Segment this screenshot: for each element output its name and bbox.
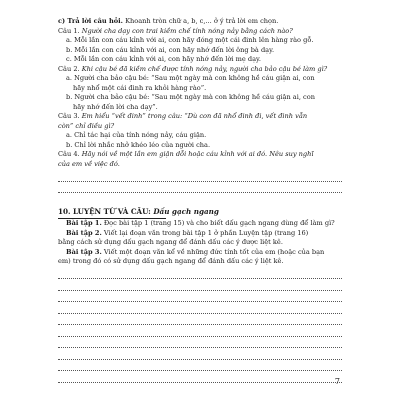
exercise-1-label: Bài tập 1. [66, 219, 102, 227]
answer-line[interactable] [58, 270, 342, 280]
section-10-heading [58, 206, 342, 219]
answer-line[interactable] [58, 304, 342, 314]
part-c-heading [58, 17, 342, 27]
exercise-3-text-line-1: Viết một đoạn văn kể về những đức tính tốt của em (hoặc của bạn [101, 247, 325, 256]
exercise-2-text-line-1: Viết lại đoạn văn trong bài tập 1 ở phần Luyện tập (trang 16) [101, 228, 309, 237]
answer-line[interactable] [58, 281, 342, 291]
question-2 [58, 65, 342, 75]
answer-line[interactable] [58, 327, 342, 337]
exercise-2-label: Bài tập 2. [66, 228, 102, 237]
question-3-text-line-2: còn” chỉ điều gì? [58, 121, 115, 130]
part-c-title: c) Trả lời câu hỏi. [58, 17, 123, 25]
answer-line[interactable] [58, 172, 342, 182]
question-1-option-b[interactable]: b. Mỗi lần con cáu kỉnh với ai, con hãy nhớ đến lời ông bà dạy. [66, 45, 275, 54]
question-2-option-b-line-1: b. Người cha bảo cậu bé: “Sau một ngày mà con không hề cáu giận ai, con [66, 93, 315, 101]
section-10-number: 10. [58, 207, 74, 216]
question-3 [58, 112, 342, 122]
question-1-option-c[interactable]: c. Mỗi lần con cáu kỉnh với ai, con hãy nhớ đến lời mẹ dạy. [66, 55, 261, 63]
exercise-2-text-line-2: bằng cách sử dụng dấu gạch ngang để đánh dấu các ý được liệt kê. [58, 238, 283, 246]
section-10-title-prefix: LUYỆN TỪ VÀ CÂU: [73, 207, 154, 216]
exercise-3-label: Bài tập 3. [66, 247, 102, 256]
answer-line[interactable] [58, 316, 342, 326]
question-4 [58, 150, 342, 160]
question-1 [58, 27, 342, 37]
question-1-option-a[interactable]: a. Mỗi lần con cáu kỉnh với ai, con hãy đóng một cái đinh lên hàng rào gỗ. [66, 36, 314, 44]
question-1-label: Câu 1. [58, 26, 82, 35]
question-2-option-a[interactable] [58, 74, 342, 93]
answer-line[interactable] [58, 373, 342, 383]
exercise-2 [58, 229, 342, 239]
question-4-text-line-2: của em về việc đó. [58, 159, 120, 168]
page-number: 7 [334, 376, 340, 386]
exercise-1 [58, 219, 342, 229]
question-2-label: Câu 2. [58, 64, 82, 73]
question-2-option-a-line-2: hãy nhổ một cái đinh ra khỏi hàng rào”. [73, 83, 207, 92]
question-4-text-line-1: Hãy nói về một lần em giận dỗi hoặc cáu kỉnh với ai đó. Nêu suy nghĩ [81, 150, 314, 158]
exercise-3-answer-area[interactable] [58, 270, 342, 383]
question-4-answer-area[interactable] [58, 172, 342, 193]
question-2-option-a-line-1: a. Người cha bảo cậu bé: “Sau một ngày mà con không hề cáu giận ai, con [66, 74, 315, 82]
question-3-option-b[interactable]: b. Chỉ lời nhắc nhở khéo léo của người cha. [66, 140, 211, 149]
exercise-1-text: Đọc bài tập 1 (trang 15) và cho biết dấu gạch ngang dùng để làm gì? [101, 219, 335, 227]
part-c-instruction: Khoanh tròn chữ a, b, c,... ở ý trả lời em chọn. [122, 17, 279, 25]
exercise-3-text-line-2: em) trong đó có sử dụng dấu gạch ngang để đánh dấu các ý liệt kê. [58, 257, 284, 265]
section-10-title-topic: Dấu gạch ngang [153, 207, 219, 216]
question-3-option-a[interactable]: a. Chỉ tác hại của tính nóng nảy, cáu giận. [66, 131, 207, 139]
question-2-option-b[interactable] [58, 93, 342, 112]
answer-line[interactable] [58, 362, 342, 372]
question-2-text: Khi cậu bé đã kiềm chế được tính nóng nảy, người cha bảo cậu bé làm gì? [81, 64, 328, 73]
answer-line[interactable] [58, 339, 342, 349]
question-1-text: Người cha dạy con trai kiềm chế tính nóng nảy bằng cách nào? [81, 26, 293, 35]
question-4-label: Câu 4. [58, 150, 82, 158]
question-3-text-line-1: Em hiểu “vết đinh” trong câu: “Dù con đã nhổ đinh đi, vết đinh vẫn [81, 112, 308, 120]
exercise-3 [58, 248, 342, 258]
question-3-label: Câu 3. [58, 112, 82, 120]
answer-line[interactable] [58, 293, 342, 303]
answer-line[interactable] [58, 184, 342, 194]
answer-line[interactable] [58, 350, 342, 360]
question-2-option-b-line-2: hãy nhớ đến lời cha dạy”. [73, 102, 158, 111]
